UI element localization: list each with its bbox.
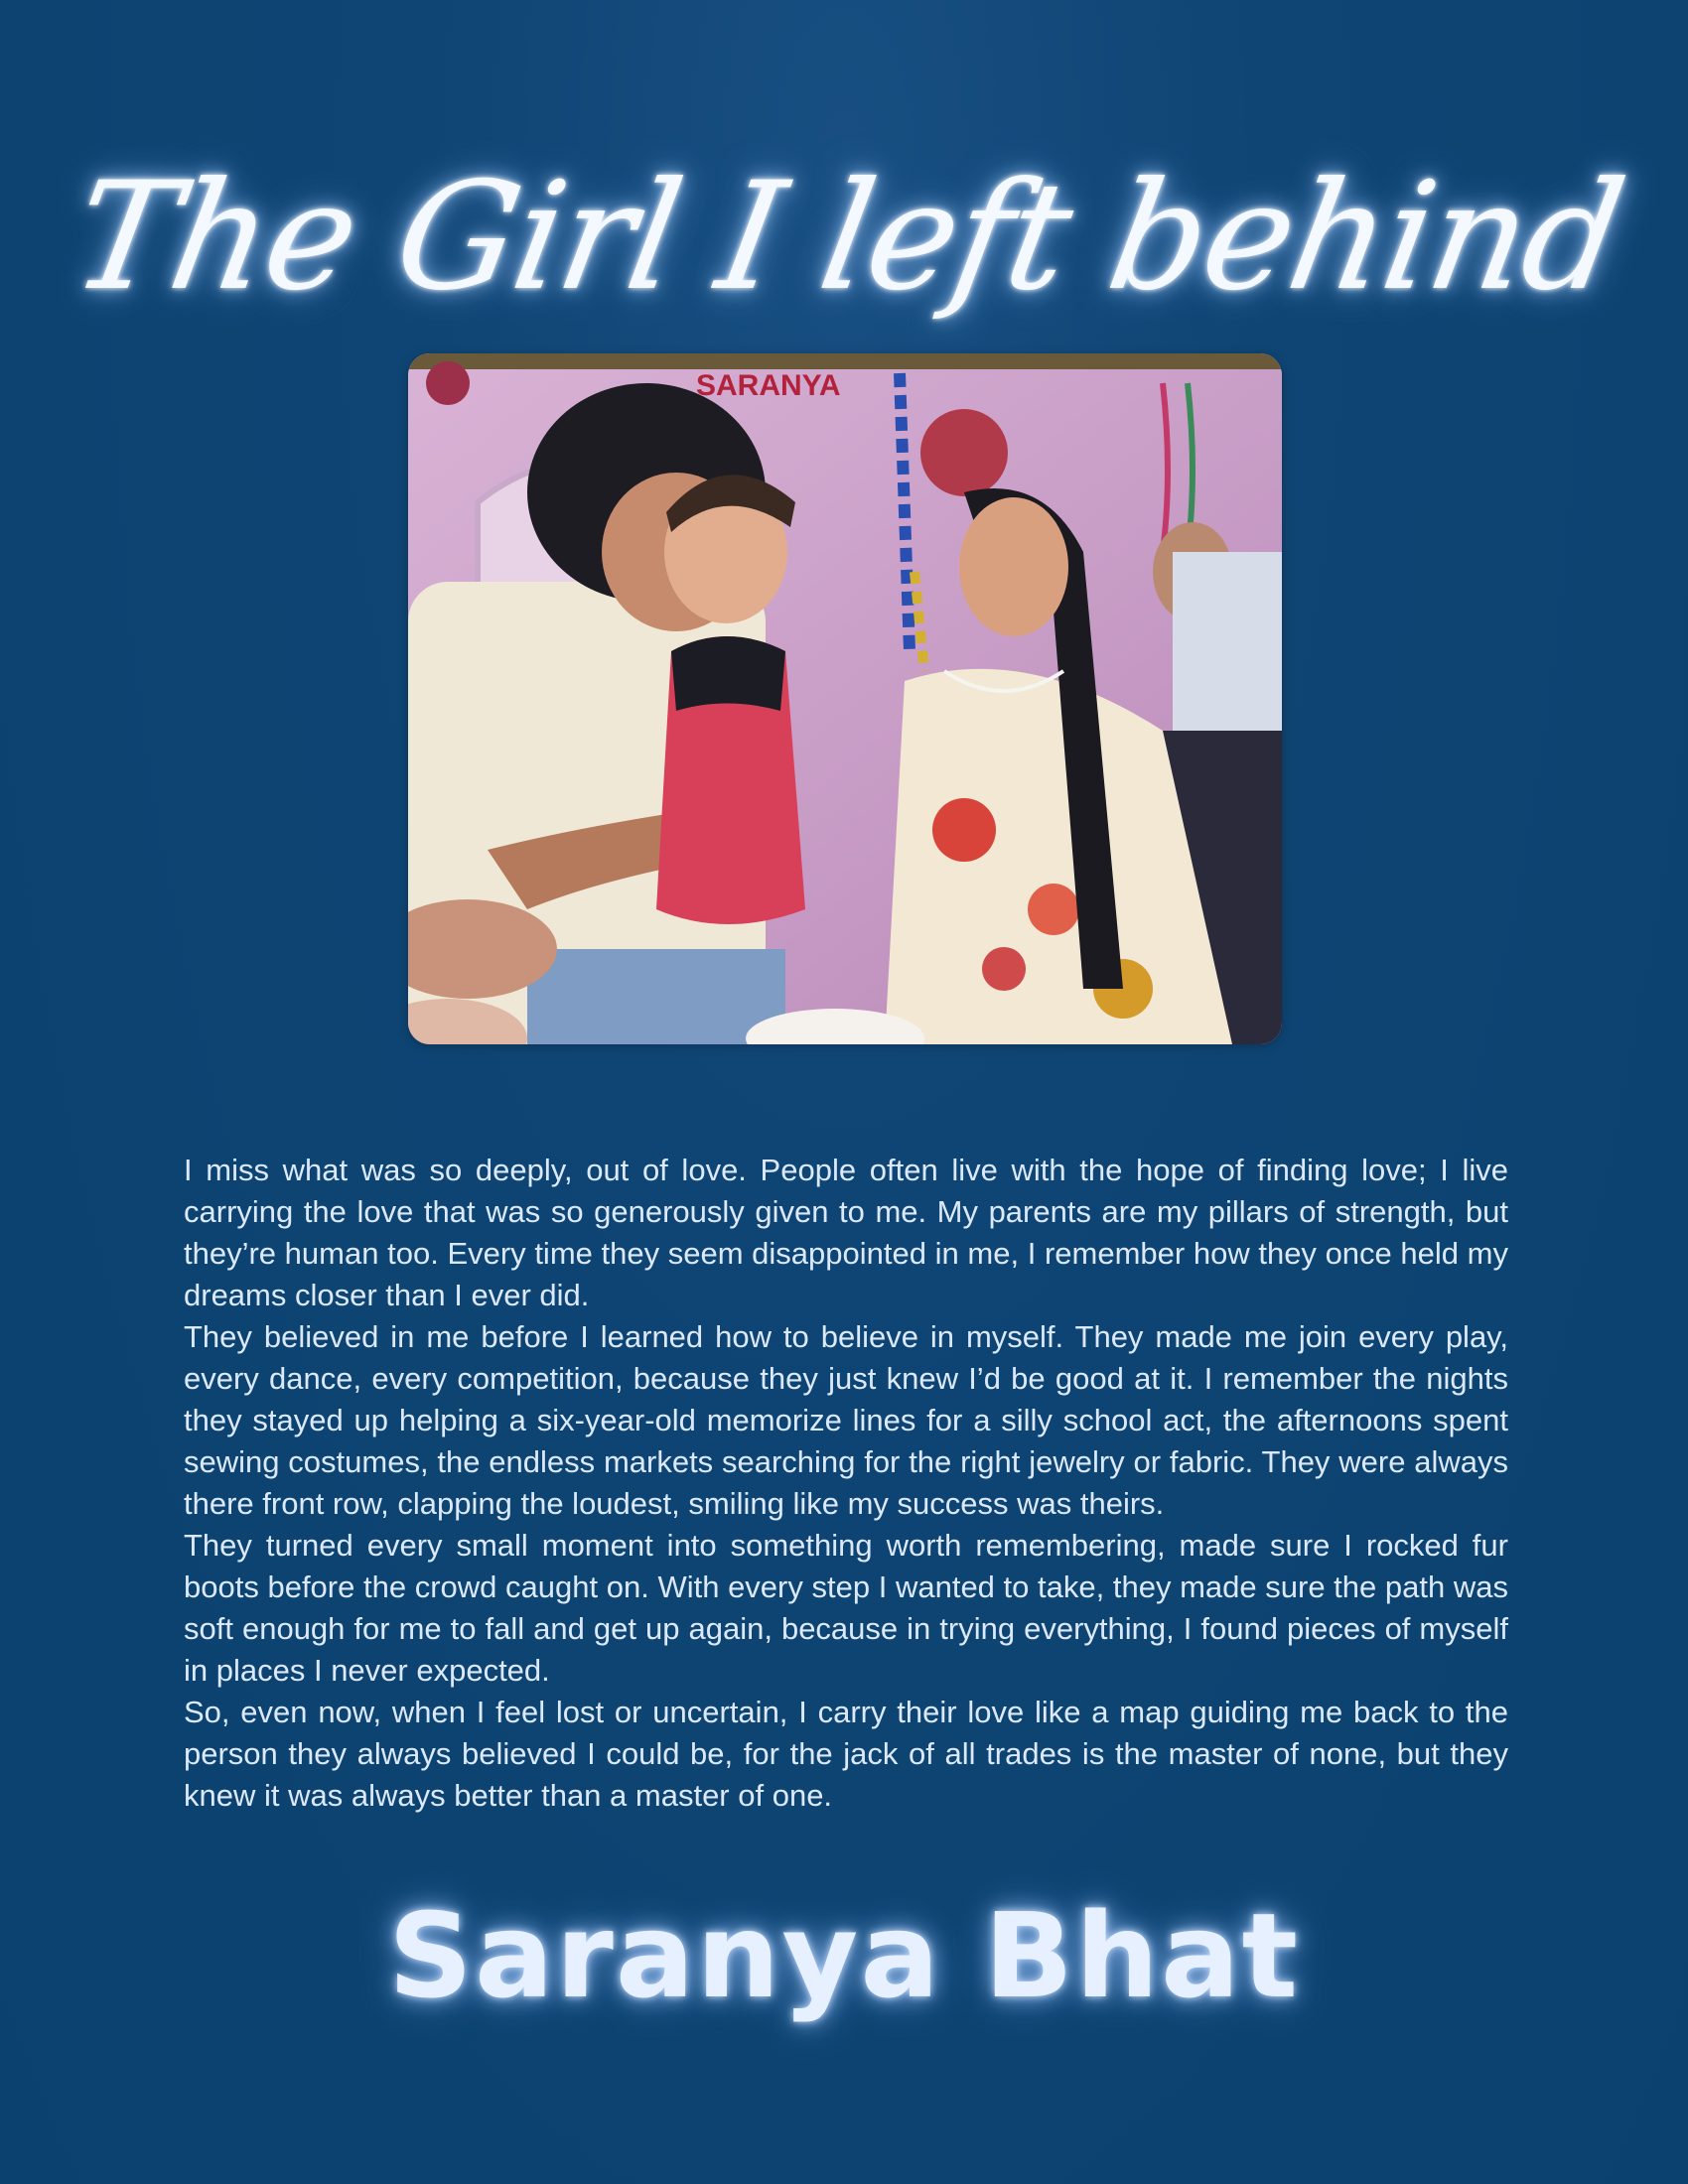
page-title: The Girl I left behind [61, 150, 1634, 324]
story-paragraph: They turned every small moment into something worth remembering, made sure I rocked fur boots before the crowd caught on. With every step I wanted to take, they made sure the path was soft enough for me to fall and get up again, because in trying everything, I found pieces of myself in places I never expected. [184, 1528, 1508, 1688]
story-paragraph: They believed in me before I learned how to believe in myself. They made me join every play, every dance, every competition, because they just knew I’d be good at it. I remember the nights they stayed up helping a six-year-old memorize lines for a silly school act, the afternoons spent sewing costumes, the endless markets searching for the right jewelry or fabric. They were always there front row, clapping the loudest, smiling like my success was theirs. [184, 1319, 1508, 1521]
author-signature: Saranya Bhat [387, 1887, 1301, 2024]
story-text [184, 1150, 1508, 1817]
family-photo [408, 353, 1282, 1044]
story-paragraph: I miss what was so deeply, out of love. People often live with the hope of finding love; I live carrying the love that was so generously given to me. My parents are my pillars of strength, but they’re human too. Every time they seem disappointed in me, I remember how they once held my dreams closer than I ever did. [184, 1153, 1508, 1312]
banner-text: SARANYA [696, 369, 841, 402]
story-paragraph: So, even now, when I feel lost or uncertain, I carry their love like a map guiding me back to the person they always believed I could be, for the jack of all trades is the master of none, but they knew it was always better than a master of one. [184, 1695, 1508, 1813]
photo-illustration [408, 353, 1282, 1044]
